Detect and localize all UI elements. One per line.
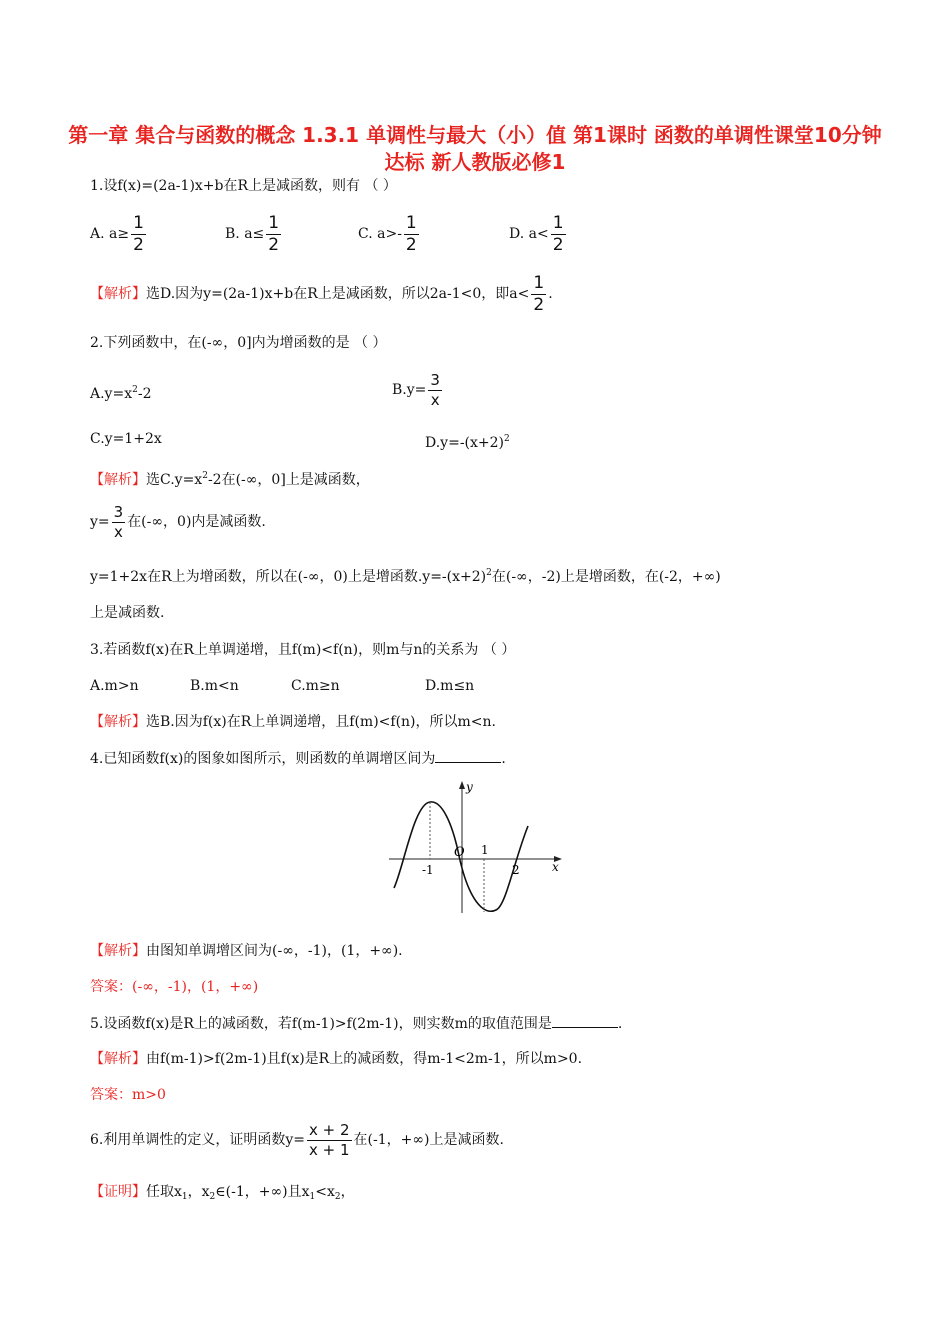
q2-option-b: B.y= $\frac{3}{x}$	[392, 370, 440, 409]
q6-proof: 【证明】任取$x_1$，$x_2\in(-1$，+∞)且$x_1<x_2$，	[90, 1184, 355, 1202]
q5-answer: 答案：m>0	[90, 1087, 166, 1103]
q1-option-b: B. a≤ $\frac{1}{2}$	[225, 212, 280, 255]
y-axis-label: y	[466, 780, 473, 794]
tick-label-minus-1: -1	[422, 863, 434, 877]
q3-analysis: 【解析】选B.因为f(x)在R上单调递增，且f(m)<f(n)，所以m<n.	[90, 714, 496, 730]
q2-analysis-line3: y=1+2x在R上为增函数，所以在(-∞，0)上是增函数$.y=-(x+2)^2$在(-∞，-2)上是增函数，在(-2，+∞)	[90, 568, 721, 585]
origin-label: O	[454, 845, 465, 860]
tick-label-1: 1	[481, 843, 489, 857]
x-axis-label: x	[552, 860, 559, 874]
answer-blank	[552, 1013, 618, 1028]
q3-stem: 3.若函数f(x)在R上单调递增，且f(m)<f(n)，则m与n的关系为 （ ）	[90, 642, 516, 658]
q4-answer: 答案：(-∞，-1)，(1，+∞)	[90, 979, 259, 995]
proof-tag: 【证明】	[90, 1184, 146, 1200]
page-title: 第一章 集合与函数的概念 1.3.1 单调性与最大（小）值 第1课时 函数的单调性课堂10分钟达标 新人教版必修1	[68, 123, 882, 174]
q3-option-d: D.m≤n	[425, 678, 475, 694]
q2-option-c: C.y=1+2x	[90, 431, 162, 447]
q2-option-d: $D.y=-(x+2)^2$	[425, 434, 510, 451]
q3-option-c: C.m≥n	[291, 678, 340, 694]
function-graph	[384, 776, 574, 916]
analysis-tag: 【解析】	[90, 943, 146, 959]
q2-analysis-line2: y= $\frac{3}{x}$ 在(-∞，0)内是减函数.	[90, 502, 266, 541]
q4-analysis: 【解析】由图知单调增区间为(-∞，-1)，(1，+∞).	[90, 943, 403, 959]
q2-analysis-line1: 【解析】选$C.y=x^2-2$在(-∞，0]上是减函数，	[90, 471, 370, 488]
q5-stem: 5.设函数f(x)是R上的减函数，若f(m-1)>f(2m-1)，则实数m的取值范围是 .	[90, 1013, 622, 1034]
answer-blank	[435, 748, 501, 763]
analysis-tag: 【解析】	[90, 714, 146, 730]
q1-option-d: D. a< $\frac{1}{2}$	[509, 212, 564, 255]
q3-option-b: B.m<n	[190, 678, 239, 694]
q1-option-a: A. a≥ $\frac{1}{2}$	[90, 212, 144, 255]
q2-stem: 2.下列函数中，在(-∞，0]内为增函数的是 （ ）	[90, 335, 387, 351]
q5-analysis: 【解析】由f(m-1)>f(2m-1)且f(x)是R上的减函数，得m-1<2m-1，所以m>0.	[90, 1051, 583, 1067]
q2-analysis-line4: 上是减函数.	[90, 605, 165, 621]
analysis-tag: 【解析】	[90, 286, 146, 302]
analysis-tag: 【解析】	[90, 472, 146, 488]
analysis-tag: 【解析】	[90, 1051, 146, 1067]
q1-option-c: C. a>- $\frac{1}{2}$	[358, 212, 417, 255]
q1-stem: 1.设f(x)=(2a-1)x+b在R上是减函数，则有 （ ）	[90, 178, 397, 194]
tick-label-2: 2	[512, 863, 520, 877]
q1-analysis: 【解析】选D.因为y=(2a-1)x+b在R上是减函数，所以2a-1<0，即a< $\frac{1}{2}$ .	[90, 272, 553, 315]
y-axis-arrow	[459, 781, 465, 789]
q6-stem: 6.利用单调性的定义，证明函数y= $\frac{x + 2}{x + 1}$ 在(-1，+∞)上是减函数.	[90, 1120, 504, 1159]
q4-stem: 4.已知函数f(x)的图象如图所示，则函数的单调增区间为 .	[90, 748, 506, 769]
q3-option-a: A.m>n	[90, 678, 139, 694]
q2-option-a: $A.y=x^2-2$	[90, 385, 152, 402]
